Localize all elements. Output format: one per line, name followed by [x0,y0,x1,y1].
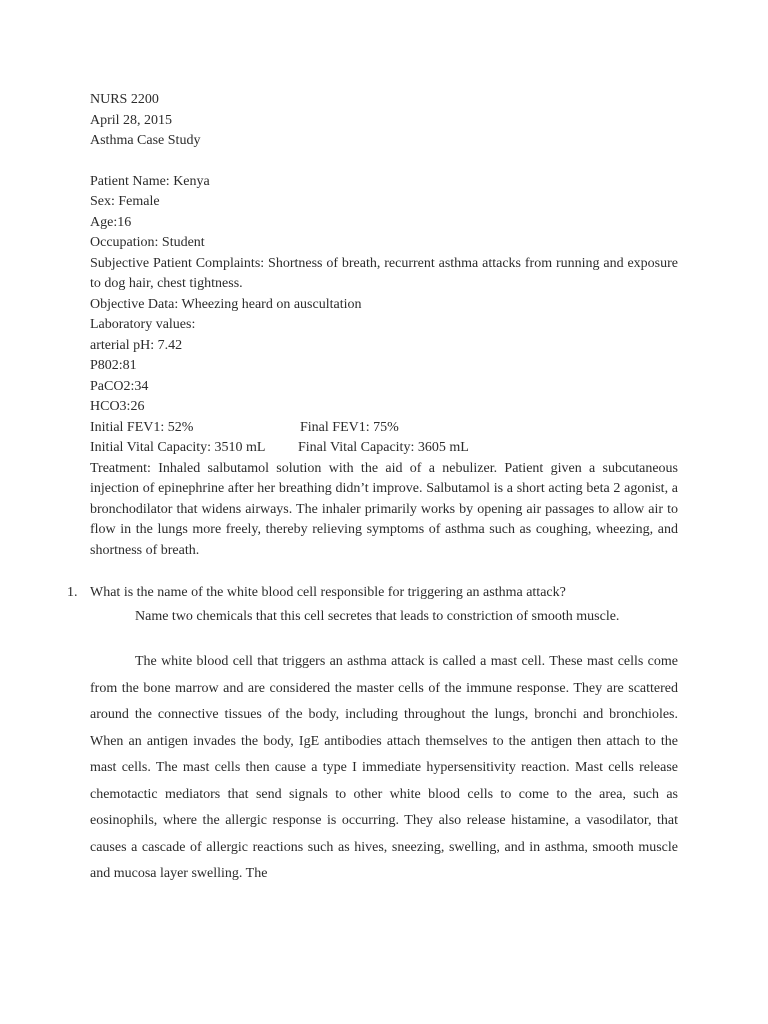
question-text: What is the name of the white blood cell responsible for triggering an asthma attack? [90,585,566,600]
patient-occupation: Occupation: Student [90,235,205,250]
spacer [90,152,678,172]
vc-final: Final Vital Capacity: 3605 mL [298,440,469,455]
treatment: Treatment: Inhaled salbutamol solution with the aid of a nebulizer. Patient given a subcutaneous injection of epinephrine after her breathing didn’t improve. Salbutamol is a short acting beta 2 agonist, a bronchodilator that widens airways. The inhaler primarily works by opening air passages to allow air to flow in the lungs more freely, thereby relieving symptoms of asthma such as coughing, wheezing, and shortness of breath. [90,460,678,558]
document-title: Asthma Case Study [90,133,201,148]
fev-initial: Initial FEV1: 52% [90,419,194,435]
course-code: NURS 2200 [90,92,159,107]
lab-value: HCO3:26 [90,399,145,414]
lab-value: PaCO2:34 [90,378,149,394]
document-date: April 28, 2015 [90,112,173,128]
question-number: 1. [67,585,78,600]
lab-heading: Laboratory values: [90,317,196,332]
fev-row [90,418,678,439]
vital-capacity-row [90,438,678,459]
question-1 [67,581,678,629]
subjective-complaints: Subjective Patient Complaints: Shortness of breath, recurrent asthma attacks from running and exposure to dog hair, chest tightness. [90,255,678,291]
patient-sex: Sex: Female [90,194,160,209]
objective-data: Objective Data: Wheezing heard on auscultation [90,296,362,312]
lab-value: P802:81 [90,358,137,373]
patient-name: Patient Name: Kenya [90,173,210,189]
lab-value: arterial pH: 7.42 [90,337,183,353]
fev-final: Final FEV1: 75% [300,419,399,435]
patient-age: Age:16 [90,214,132,230]
question-subtext: Name two chemicals that this cell secretes that leads to constriction of smooth muscle. [135,609,620,624]
answer-1: The white blood cell that triggers an asthma attack is called a mast cell. These mast cells come from the bone marrow and are considered the master cells of the immune response. They are scattered around the connective tissues of the body, including throughout the lungs, bronchi and bronchioles. When an antigen invades the body, IgE antibodies attach themselves to the antigen then attach to the mast cells. The mast cells then cause a type I immediate hypersensitivity reaction. Mast cells release chemotactic mediators that send signals to other white blood cells to come to the area, such as eosinophils, where the allergic response is occurring. They also release histamine, a vasodilator, that causes a cascade of allergic reactions such as hives, sneezing, swelling, and in asthma, smooth muscle and mucosa layer swelling. The [90,654,678,881]
document-page [67,90,678,902]
vc-initial: Initial Vital Capacity: 3510 mL [90,440,266,455]
